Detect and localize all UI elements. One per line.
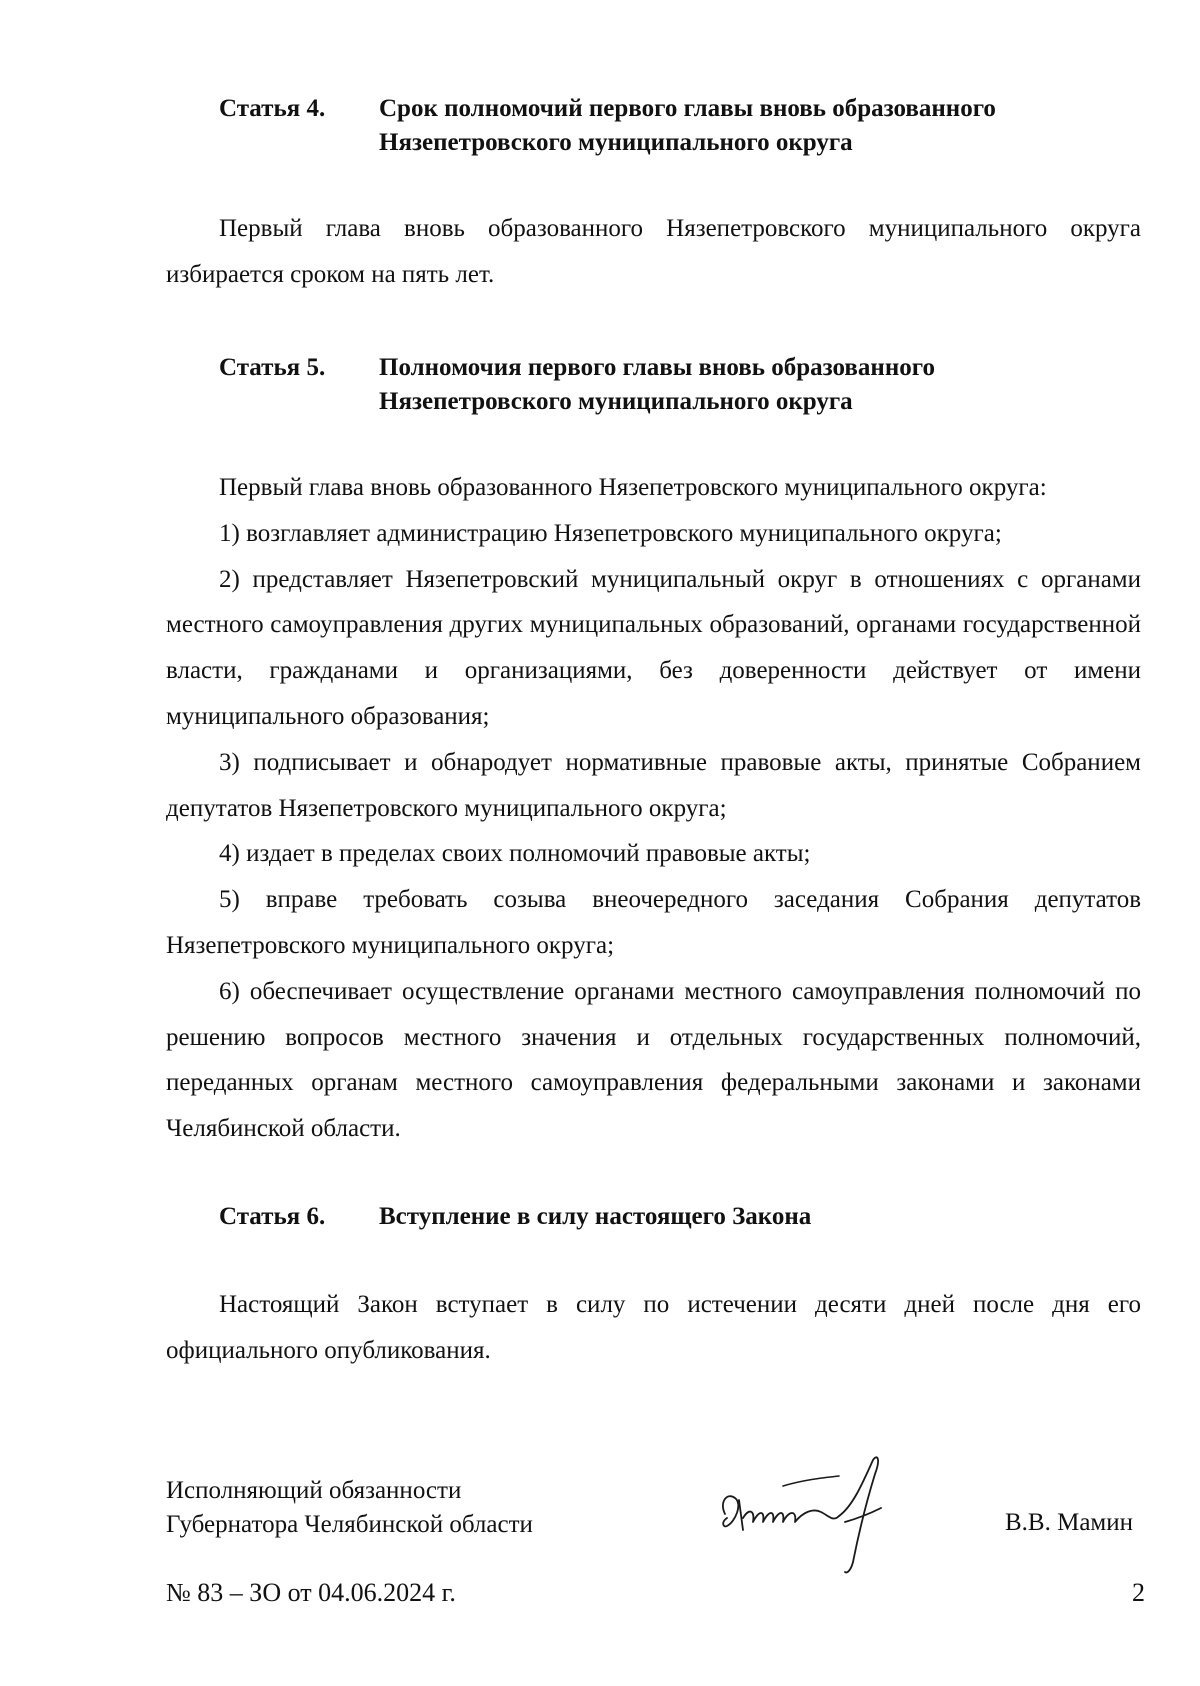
law-number: № 83 – ЗО от 04.06.2024 г. (166, 1578, 456, 1607)
article-4-title-line-1: Срок полномочий первого главы вновь образованного (379, 95, 996, 122)
article-5-item-5: 5) вправе требовать созыва внеочередного заседания Собрания депутатов Нязепетровского муниципального округа; (166, 886, 1141, 959)
signatory-position-line-2: Губернатора Челябинской области (166, 1511, 533, 1538)
article-5-item-6: 6) обеспечивает осуществление органами местного самоуправления полномочий по решению вопросов местного значения и отдельных государственных полномочий, переданных органам местного самоуправления федеральными законами и законами Челябинской области. (166, 977, 1141, 1143)
article-5-item-1: 1) возглавляет администрацию Нязепетровского муниципального округа; (219, 519, 1002, 547)
article-6-title-line-1: Вступление в силу настоящего Закона (379, 1203, 812, 1230)
article-6-number: Статья 6. (219, 1203, 326, 1230)
article-5-title (379, 351, 1099, 419)
article-6-title (379, 1200, 1099, 1234)
article-5-paragraph-intro: Первый глава вновь образованного Нязепетровского муниципального округа: (219, 474, 1047, 501)
article-5-title-line-2: Нязепетровского муниципального округа (379, 388, 853, 415)
signatory-position (166, 1474, 533, 1542)
article-5-number: Статья 5. (219, 354, 326, 381)
article-4-paragraph-1: Первый глава вновь образованного Нязепетровского муниципального округа избирается сроком на пять лет. (166, 215, 1141, 288)
signer-name: В.В. Мамин (1005, 1509, 1134, 1536)
article-6-body (166, 1282, 1141, 1374)
article-4-title-line-2: Нязепетровского муниципального округа (379, 129, 853, 156)
article-4-number: Статья 4. (219, 95, 326, 122)
signatory-position-line-1: Исполняющий обязанности (166, 1477, 462, 1504)
article-5-body (166, 465, 1141, 1152)
article-5-title-line-1: Полномочия первого главы вновь образованного (379, 354, 935, 381)
article-5-item-4: 4) издает в пределах своих полномочий правовые акты; (219, 840, 811, 868)
article-4-title (379, 92, 1099, 160)
article-5-item-2: 2) представляет Нязепетровский муниципальный округ в отношениях с органами местного самоуправления других муниципальных образований, органами государственной власти, гражданами и организациями, без доверенности действует от имени муниципального образования; (166, 565, 1141, 730)
article-4-body (166, 206, 1141, 298)
article-6-paragraph-1: Настоящий Закон вступает в силу по истечении десяти дней после дня его официального опубликования. (166, 1291, 1141, 1364)
page-number: 2 (1132, 1578, 1145, 1607)
handwritten-signature (713, 1452, 923, 1582)
article-5-item-3: 3) подписывает и обнародует нормативные правовые акты, принятые Собранием депутатов Нязепетровского муниципального округа; (166, 748, 1141, 822)
